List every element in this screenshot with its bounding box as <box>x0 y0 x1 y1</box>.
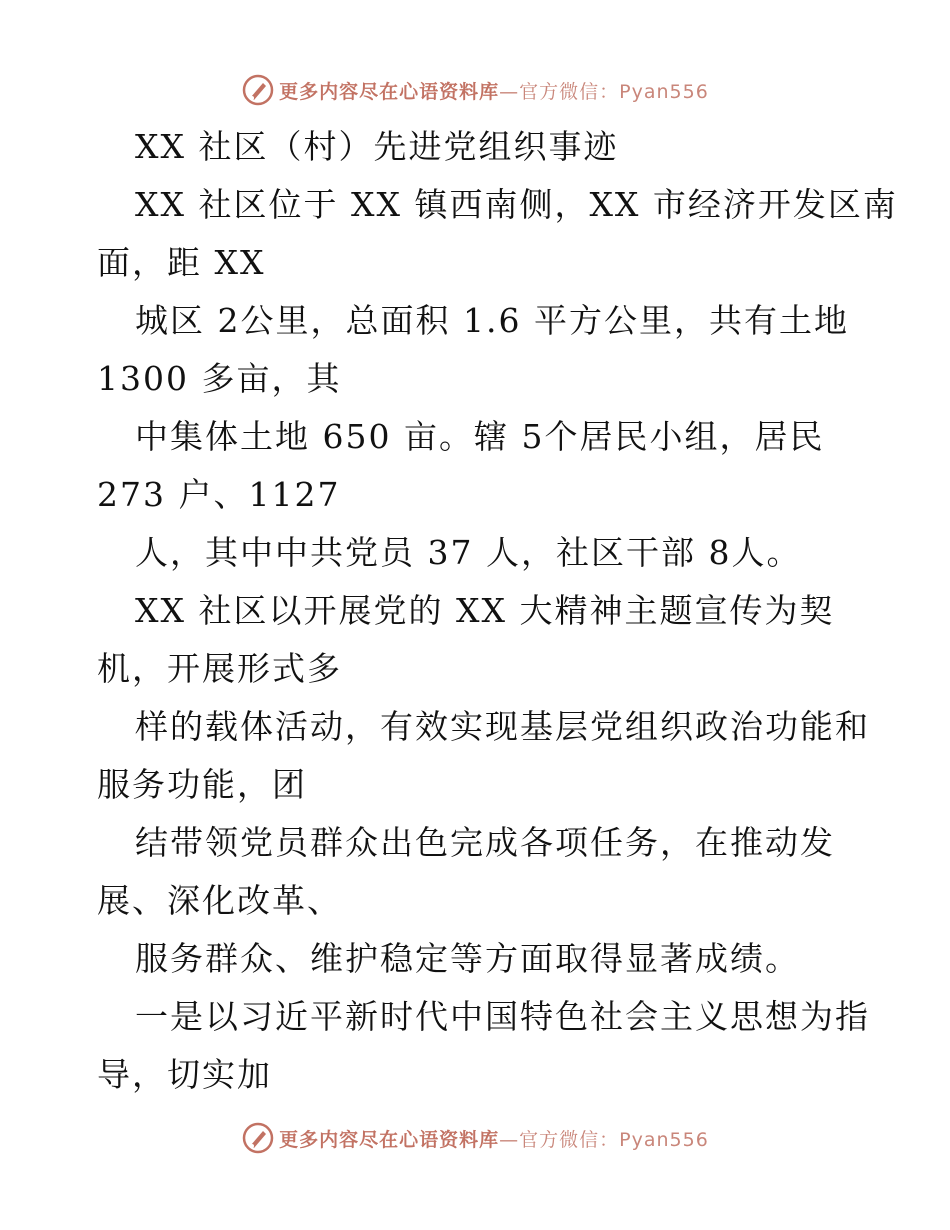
text-line: 导，切实加 <box>97 1055 272 1094</box>
text-line: 一是以习近平新时代中国特色社会主义思想为指 <box>135 997 870 1036</box>
text-line: 1300 多亩，其 <box>97 359 342 398</box>
text-line: 样的载体活动，有效实现基层党组织政治功能和 <box>135 707 870 746</box>
text-line: 人，其中中共党员 37 人，社区干部 8人。 <box>135 533 802 572</box>
text-line: 中集体土地 650 亩。辖 5个居民小组，居民 <box>135 417 825 456</box>
page-footer-banner <box>0 1118 950 1158</box>
header-separator: — <box>499 80 520 103</box>
text-line: 273 户、1127 <box>97 475 341 514</box>
text-line: 服务功能，团 <box>97 765 307 804</box>
footer-contact: 官方微信：Pyan556 <box>519 1128 709 1151</box>
header-brand: 更多内容尽在心语资料库 <box>279 80 500 103</box>
pen-nib-icon <box>241 73 275 107</box>
document-body <box>97 118 898 1104</box>
pen-nib-icon <box>241 1121 275 1155</box>
footer-separator: — <box>499 1128 520 1151</box>
text-line: 面，距 XX <box>97 243 266 282</box>
text-line: 展、深化改革、 <box>97 881 342 920</box>
header-contact: 官方微信：Pyan556 <box>519 80 709 103</box>
text-line: XX 社区以开展党的 XX 大精神主题宣传为契 <box>135 591 835 630</box>
text-line: XX 社区（村）先进党组织事迹 <box>135 127 619 166</box>
text-line: 机，开展形式多 <box>97 649 342 688</box>
footer-brand: 更多内容尽在心语资料库 <box>279 1128 500 1151</box>
page-header-banner <box>0 70 950 110</box>
header-text <box>279 77 709 104</box>
text-line: 结带领党员群众出色完成各项任务，在推动发 <box>135 823 835 862</box>
text-line: XX 社区位于 XX 镇西南侧，XX 市经济开发区南 <box>135 185 898 224</box>
footer-text <box>279 1125 709 1152</box>
text-line: 城区 2公里，总面积 1.6 平方公里，共有土地 <box>135 301 849 340</box>
text-line: 服务群众、维护稳定等方面取得显著成绩。 <box>135 939 800 978</box>
